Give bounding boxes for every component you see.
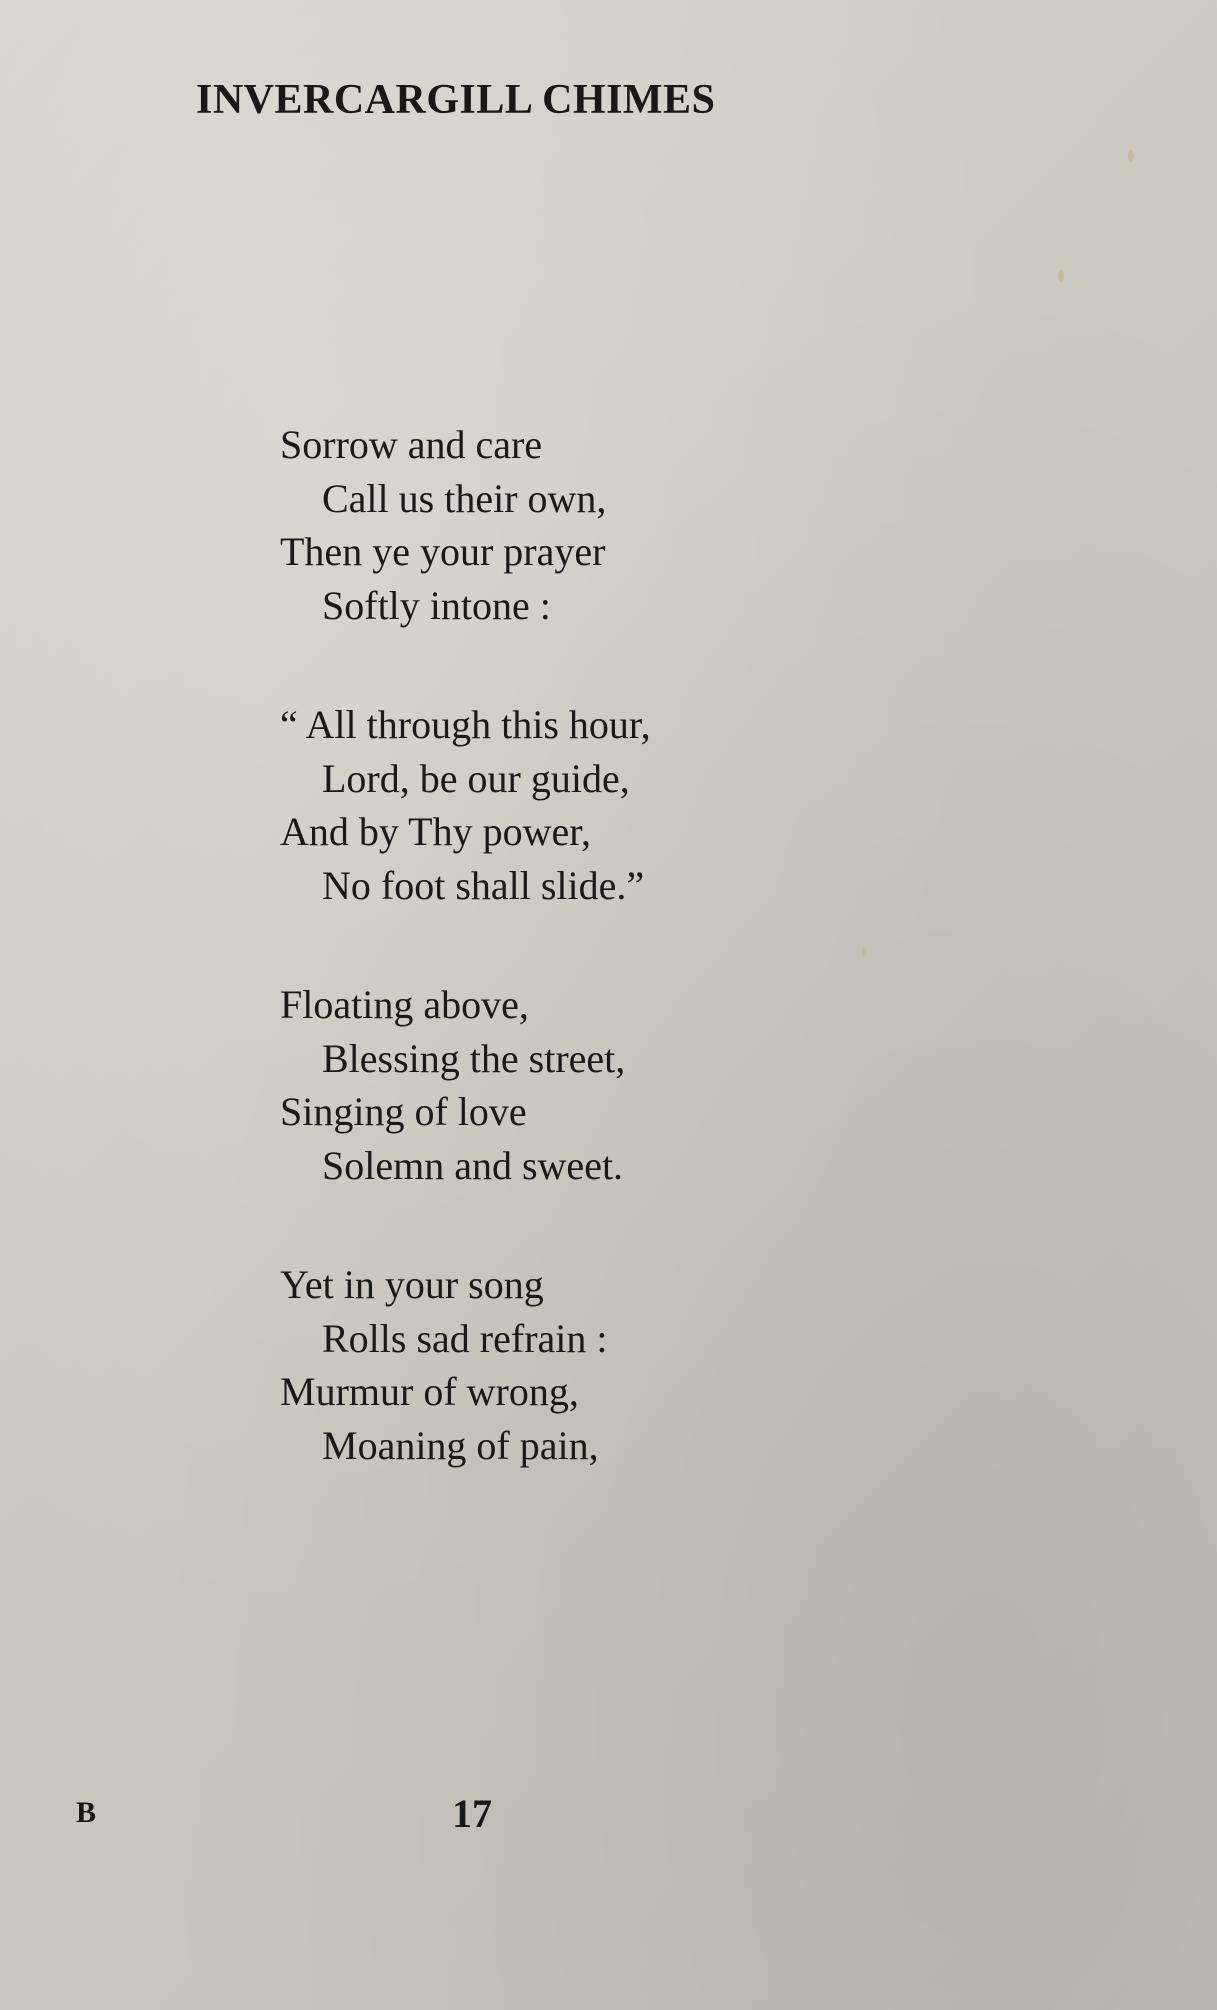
- stanza-2: [280, 698, 980, 912]
- poem-line: Singing of love: [280, 1089, 527, 1134]
- paper-speck: [862, 948, 867, 956]
- poem-line: Then ye your prayer: [280, 529, 606, 574]
- paper-speck: [1128, 150, 1134, 162]
- poem-line: Solemn and sweet.: [322, 1142, 624, 1188]
- stanza-4: [280, 1258, 980, 1472]
- poem: [280, 418, 980, 1538]
- poem-line: Murmur of wrong,: [280, 1369, 579, 1414]
- running-title: INVERCARGILL CHIMES: [196, 77, 716, 123]
- poem-line: Lord, be our guide,: [322, 755, 630, 801]
- poem-line: Yet in your song: [280, 1262, 544, 1307]
- poem-line: Softly intone :: [322, 582, 551, 628]
- poem-line: Sorrow and care: [280, 422, 543, 467]
- poem-line: Blessing the street,: [322, 1035, 626, 1081]
- poem-line: No foot shall slide.”: [322, 862, 645, 908]
- poem-line: Call us their own,: [322, 475, 607, 521]
- poem-line: And by Thy power,: [280, 809, 591, 854]
- poem-line: Moaning of pain,: [322, 1422, 599, 1468]
- paper-speck: [1058, 270, 1064, 282]
- poem-line: “ All through this hour,: [280, 702, 651, 747]
- poem-line: Floating above,: [280, 982, 529, 1027]
- stanza-3: [280, 978, 980, 1192]
- signature-mark: B: [76, 1796, 97, 1829]
- page-number: 17: [452, 1791, 492, 1836]
- stanza-1: [280, 418, 980, 632]
- poem-line: Rolls sad refrain :: [322, 1315, 608, 1361]
